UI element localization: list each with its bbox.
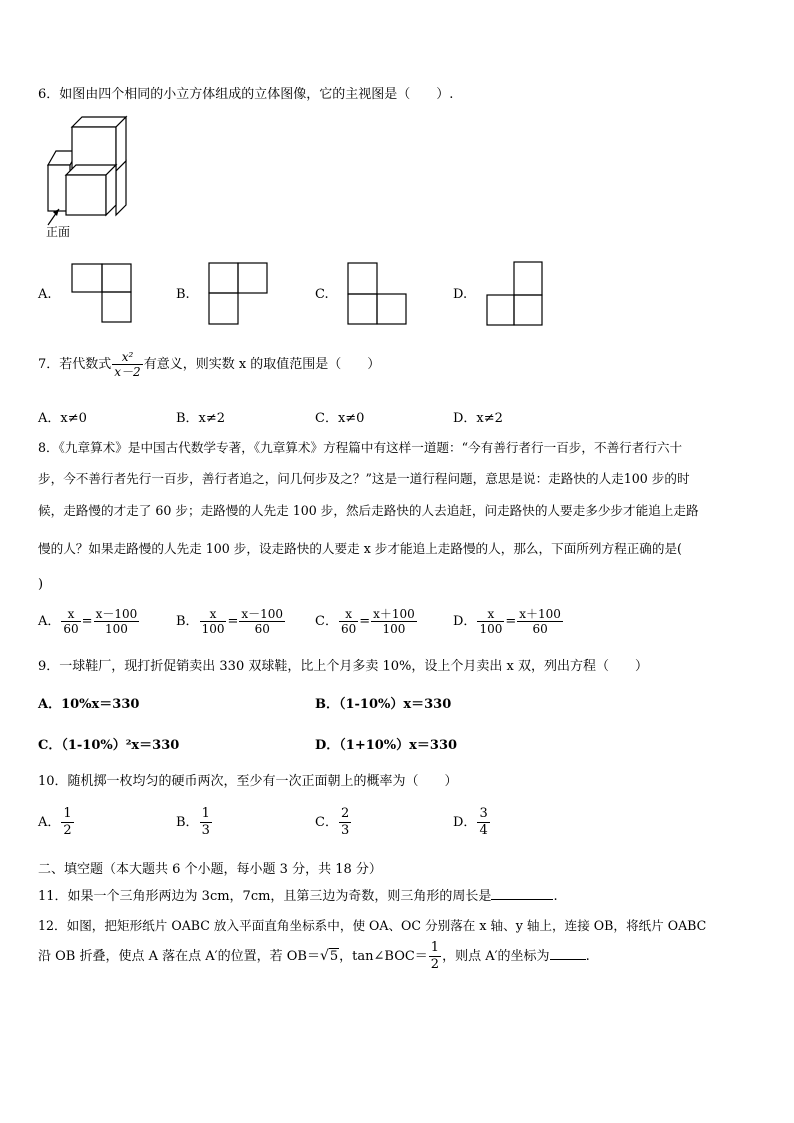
sqrt-symbol: √ [319, 948, 329, 964]
q6-option-a: A. [38, 287, 52, 302]
q8-line-1: 8．《九章算术》是中国古代数学专著，《九章算术》方程篇中有这样一道题：“今有善行者行一百步，不善行者行六十 [38, 440, 683, 455]
q6-option-c-figure [348, 263, 408, 325]
q11-answer-blank[interactable] [491, 887, 553, 900]
q7-suffix: 有意义，则实数 x 的取值范围是（ ） [143, 357, 381, 372]
q10-option-d: D． $\frac{3}{4}$ [453, 806, 488, 838]
section-2-heading: 二、填空题（本大题共 6 个小题，每小题 3 分，共 18 分） [38, 862, 382, 877]
q6-option-b: B. [176, 287, 190, 302]
q10-option-b: B． $\frac{1}{3}$ [176, 806, 210, 838]
q10-stem: 10．随机掷一枚均匀的硬币两次，至少有一次正面朝上的概率为（ ） [38, 774, 458, 789]
q6-option-c: C. [315, 287, 329, 302]
q9-option-b: B．（1-10%）x＝330 [315, 697, 452, 712]
q9-option-d: D．（1+10%）x＝330 [315, 738, 458, 753]
q9-option-a: A．10%x＝330 [38, 697, 140, 712]
q7-option-d: D．x≠2 [453, 411, 503, 426]
q8-option-a: A． $\frac{x}{60}$ = $\frac{x-100}{100}$ [38, 607, 138, 636]
q6-front-label: 正面 [46, 225, 71, 239]
q11-stem: 11．如果一个三角形两边为 3cm，7cm，且第三边为奇数，则三角形的周长是 . [38, 889, 558, 904]
q7-fraction [112, 350, 142, 379]
q7-option-a: A．x≠0 [38, 411, 87, 426]
q7-stem [38, 350, 380, 379]
q6-stem: 6．如图由四个相同的小立方体组成的立体图像，它的主视图是（ ）. [38, 87, 454, 102]
q9-stem: 9．一球鞋厂，现打折促销卖出 330 双球鞋，比上个月多卖 10%，设上个月卖出 x 双，列出方程（ ） [38, 659, 648, 674]
q7-frac-den: x－2 [114, 365, 141, 379]
q9-option-c: C．（1-10%）²x＝330 [38, 738, 180, 753]
q6-option-b-figure [209, 263, 269, 325]
q8-option-d: D． $\frac{x}{100}$ = $\frac{x+100}{60}$ [453, 607, 561, 636]
q8-line-4: 慢的人？如果走路慢的人先走 100 步，设走路快的人要走 x 步才能追上走路慢的人，那么，下面所列方程正确的是( [38, 541, 682, 556]
q7-option-b: B．x≠2 [176, 411, 226, 426]
q6-option-d: D. [453, 287, 468, 302]
q8-line-5: ) [38, 577, 44, 592]
q7-frac-num: x² [121, 350, 134, 364]
q10-option-c: C． $\frac{2}{3}$ [315, 806, 350, 838]
q8-line-3: 候，走路慢的才走了 60 步；走路慢的人先走 100 步，然后走路快的人去追赶，问走路快的人要走多少步才能追上走路 [38, 503, 699, 518]
q8-option-b: B． $\frac{x}{100}$ = $\frac{x-100}{60}$ [176, 607, 284, 636]
q10-option-a: A． $\frac{1}{2}$ [38, 806, 72, 838]
q7-prefix: 7．若代数式 [38, 357, 112, 372]
q6-option-a-figure [72, 264, 132, 324]
q12-answer-blank[interactable] [550, 947, 586, 960]
q12-line-2: 沿 OB 折叠，使点 A 落在点 A′的位置，若 OB＝√5，tan∠BOC＝ $\frac{1}{2}$ ，则点 A′的坐标为 . [38, 940, 590, 972]
q8-option-c: C． $\frac{x}{60}$ = $\frac{x+100}{100}$ [315, 607, 415, 636]
q12-line-1: 12．如图，把矩形纸片 OABC 放入平面直角坐标系中，使 OA、OC 分别落在 x 轴、y 轴上，连接 OB，将纸片 OABC [38, 918, 707, 933]
q7-option-c: C．x≠0 [315, 411, 365, 426]
q8-line-2: 步，今不善行者先行一百步，善行者追之，问几何步及之？”这是一道行程问题，意思是说：走路快的人走100 步的时 [38, 471, 690, 486]
q6-option-d-figure [487, 262, 547, 326]
